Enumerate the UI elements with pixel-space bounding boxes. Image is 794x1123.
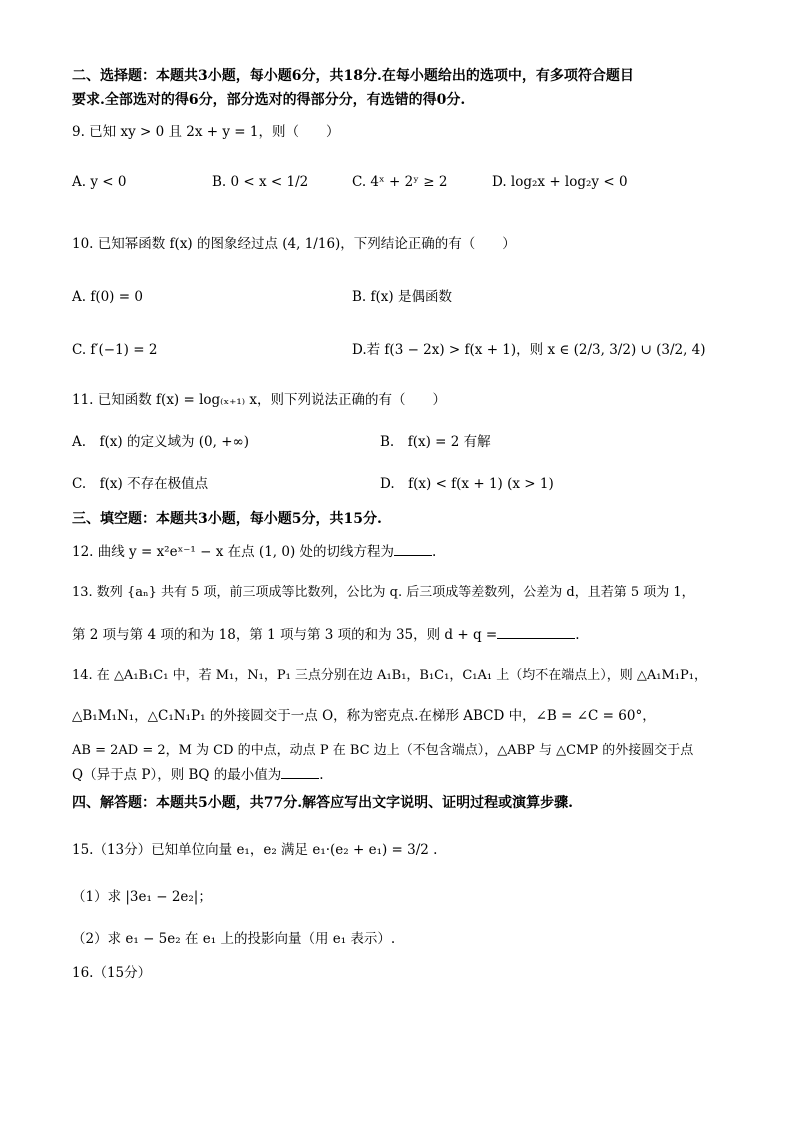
q13-end: . bbox=[575, 627, 580, 643]
q14-answer-blank[interactable] bbox=[281, 764, 319, 779]
q13-text: 第 2 项与第 4 项的和为 18，第 1 项与第 3 项的和为 35，则 d + q = bbox=[72, 627, 498, 643]
q10-option-a: A. f(0) = 0 bbox=[72, 289, 143, 305]
q14-line3: AB = 2AD = 2，M 为 CD 的中点，动点 P 在 BC 边上（不包含端点），△ABP 与 △CMP 的外接圆交于点 bbox=[72, 743, 694, 758]
q15-part2: （2）求 e₁ − 5e₂ 在 e₁ 上的投影向量（用 e₁ 表示）. bbox=[72, 931, 396, 947]
q13-line2 bbox=[72, 624, 580, 645]
q16-stem: 16.（15分） bbox=[72, 965, 152, 981]
q10-option-b: B. f(x) 是偶函数 bbox=[352, 289, 452, 305]
section-2-heading-line1: 二、选择题：本题共3小题，每小题6分，共18分.在每小题给出的选项中，有多项符合题目 bbox=[72, 68, 634, 84]
q12-line bbox=[72, 541, 436, 562]
q9-option-b: B. 0 < x < 1/2 bbox=[212, 174, 309, 190]
q11-option-d: D. f(x) < f(x + 1) (x > 1) bbox=[380, 476, 554, 492]
q10-option-c: C. f′(−1) = 2 bbox=[72, 342, 158, 358]
q10-option-d: D.若 f(3 − 2x) > f(x + 1)，则 x ∈ (2/3, 3/2) ∪ (3/2, 4) bbox=[352, 342, 706, 358]
q11-stem: 11. 已知函数 f(x) = log₍ₓ₊₁₎ x，则下列说法正确的有（ ） bbox=[72, 392, 446, 408]
q13-line1: 13. 数列 {aₙ} 共有 5 项，前三项成等比数列，公比为 q. 后三项成等差数列，公差为 d，且若第 5 项为 1， bbox=[72, 585, 695, 600]
q14-line2: △B₁M₁N₁，△C₁N₁P₁ 的外接圆交于一点 O，称为密克点.在梯形 ABCD 中，∠B = ∠C = 60°， bbox=[72, 708, 656, 724]
q10-stem: 10. 已知幂函数 f(x) 的图象经过点 (4, 1/16)，下列结论正确的有（ ） bbox=[72, 236, 516, 252]
q13-answer-blank[interactable] bbox=[497, 624, 575, 639]
q12-end: . bbox=[432, 544, 437, 560]
q9-option-c: C. 4ˣ + 2ʸ ≥ 2 bbox=[352, 174, 448, 190]
q11-option-a: A. f(x) 的定义域为 (0, +∞) bbox=[72, 434, 250, 450]
q12-text: 12. 曲线 y = x²eˣ⁻¹ − x 在点 (1, 0) 处的切线方程为 bbox=[72, 544, 395, 560]
section-4-heading: 四、解答题：本题共5小题，共77分.解答应写出文字说明、证明过程或演算步骤. bbox=[72, 795, 573, 811]
q14-end: . bbox=[319, 767, 324, 783]
q14-line1: 14. 在 △A₁B₁C₁ 中，若 M₁，N₁，P₁ 三点分别在边 A₁B₁，B₁C₁，C₁A₁ 上（均不在端点上），则 △A₁M₁P₁， bbox=[72, 668, 707, 683]
q11-option-b: B. f(x) = 2 有解 bbox=[380, 434, 491, 450]
q9-stem: 9. 已知 xy > 0 且 2x + y = 1，则（ ） bbox=[72, 124, 340, 140]
q14-line4 bbox=[72, 764, 324, 785]
q12-answer-blank[interactable] bbox=[394, 541, 432, 556]
q15-stem: 15.（13分）已知单位向量 e₁，e₂ 满足 e₁·(e₂ + e₁) = 3/2 . bbox=[72, 842, 438, 858]
q9-option-d: D. log₂x + log₂y < 0 bbox=[492, 174, 628, 190]
q11-option-c: C. f(x) 不存在极值点 bbox=[72, 476, 209, 492]
q9-option-a: A. y < 0 bbox=[72, 174, 127, 190]
q15-part1: （1）求 |3e₁ − 2e₂|； bbox=[72, 889, 212, 905]
q14-text: Q（异于点 P），则 BQ 的最小值为 bbox=[72, 767, 282, 783]
section-3-heading: 三、填空题：本题共3小题，每小题5分，共15分. bbox=[72, 511, 382, 527]
section-2-heading-line2: 要求.全部选对的得6分，部分选对的得部分分，有选错的得0分. bbox=[72, 92, 466, 108]
